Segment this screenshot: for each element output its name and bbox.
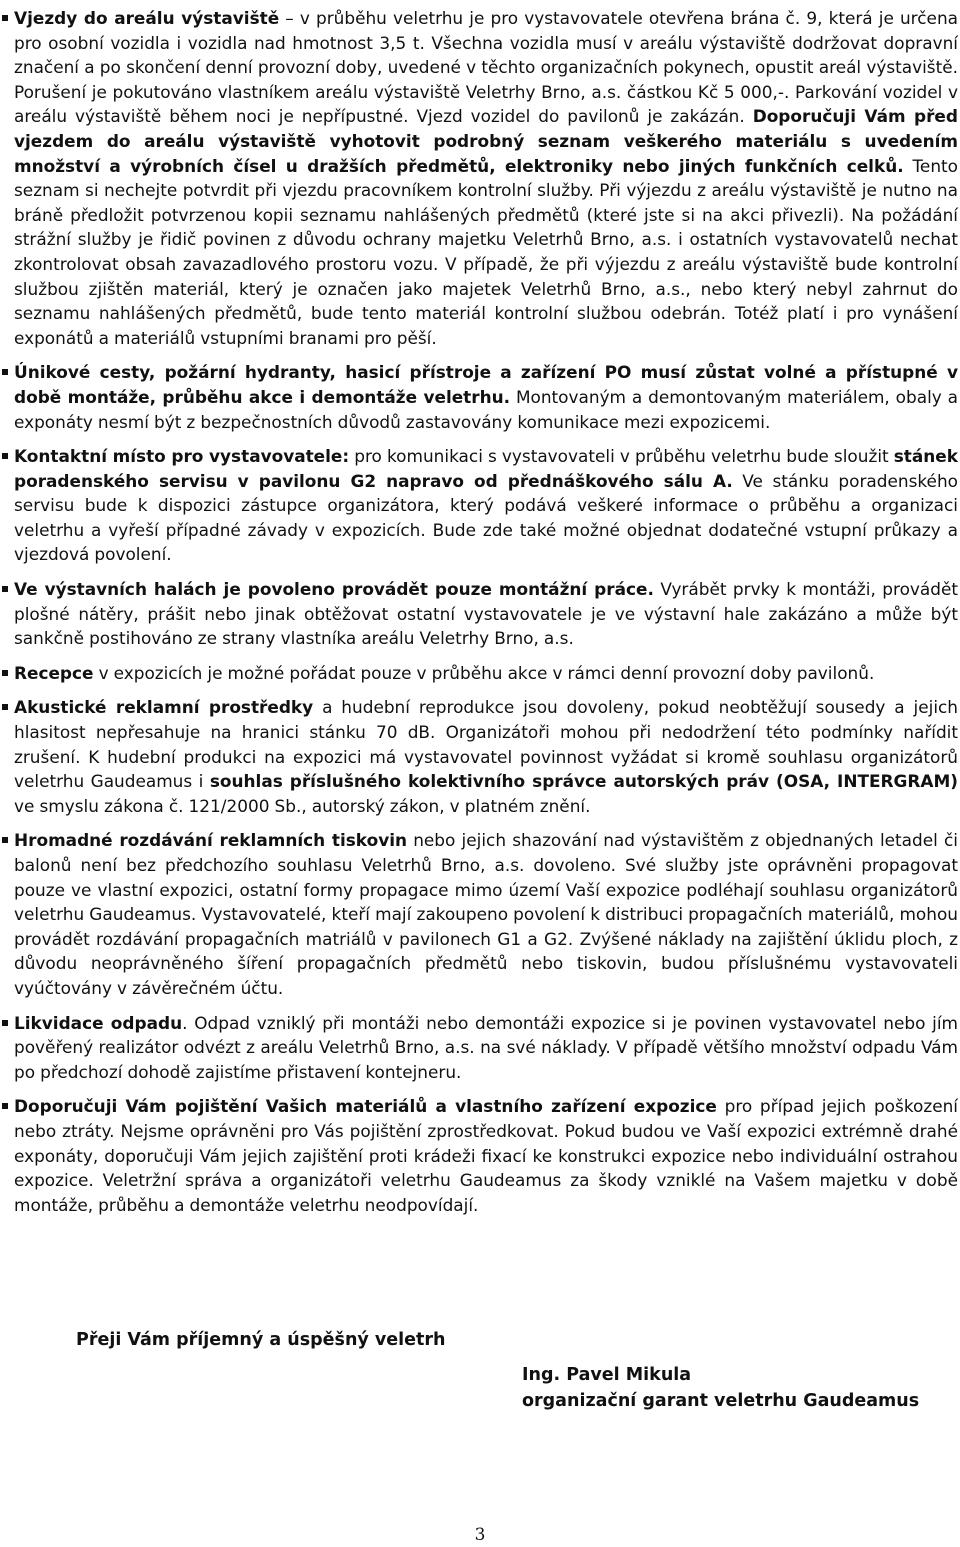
bold-text-run: Doporučuji Vám před vjezdem do areálu výstaviště vyhotovit podrobný seznam veškerého materiálu s uvedením množství a výrobních čísel u dražších předmětů, elektroniky nebo jiných funkčních celků. <box>14 106 958 176</box>
instruction-list <box>0 6 958 1217</box>
section-montazni-prace <box>0 577 958 651</box>
bold-text-run: Hromadné rozdávání reklamních tiskovin <box>14 830 408 851</box>
text-run: Montovaným a demontovaným materiálem, obaly a exponáty nesmí být z bezpečnostních důvodů zastavovány komunikace mezi expozicemi. <box>14 386 959 432</box>
section-akusticke <box>0 695 958 818</box>
section-unikove-cesty <box>0 360 958 434</box>
section-vjezdy <box>0 6 958 350</box>
section-hromadne <box>0 828 958 1000</box>
text-run: Ve stánku poradenského servisu bude k dispozici zástupce organizátora, který podává veškeré informace o průběhu a organizaci veletrhu a vyřeší případné závady v expozicích. Bude zde také možné objednat dodatečné vstupní průkazy a vjezdová povolení. <box>14 470 958 565</box>
bold-text-run: stánek poradenského servisu v pavilonu G2 napravo od přednáškového sálu A. <box>14 446 958 491</box>
bullet-icon <box>2 1103 8 1109</box>
signature-block <box>522 1362 919 1414</box>
bullet-icon <box>2 1020 8 1026</box>
signer-role: organizační garant veletrhu Gaudeamus <box>522 1391 920 1411</box>
text-run: ve smyslu zákona č. 121/2000 Sb., autorský zákon, v platném znění. <box>14 795 591 816</box>
text-run: v expozicích je možné pořádat pouze v průběhu akce v rámci denní provozní doby pavilonů. <box>93 662 875 683</box>
bullet-icon <box>2 670 8 676</box>
bold-text-run: Únikové cesty, požární hydranty, hasicí přístroje a zařízení PO musí zůstat volné a přístupné v době montáže, průběhu akce i demontáže veletrhu. <box>14 362 958 407</box>
bold-text-run: Kontaktní místo pro vystavovatele: <box>14 446 350 467</box>
bullet-icon <box>2 15 8 21</box>
bold-text-run: souhlas příslušného kolektivního správce autorských práv (OSA, INTERGRAM) <box>209 771 959 792</box>
bold-text-run: Akustické reklamní prostředky <box>14 697 314 718</box>
bold-text-run: Doporučuji Vám pojištění Vašich materiálů a vlastního zařízení expozice <box>14 1096 717 1117</box>
bullet-icon <box>2 837 8 843</box>
bold-text-run: Recepce <box>14 662 94 683</box>
bullet-icon <box>2 586 8 592</box>
bold-text-run: Vjezdy do areálu výstaviště <box>14 8 280 28</box>
text-run: pro případ jejich poškození nebo ztráty. Nejsme oprávněni pro Vás pojištění zprostředkovat. Pokud budou ve Vaší expozici extrémně drahé exponáty, doporučuji Vám jejich zajištění proti krádeži fixací ke konstrukci expozice nebo individuální ostrahou expozice. Veletržní správa a organizátoři veletrhu Gaudeamus za škody vzniklé na Vašem majetku v době montáže, průběhu a demontáže veletrhu neodpovídají. <box>14 1096 958 1215</box>
bullet-icon <box>2 369 8 375</box>
text-run: nebo jejich shazování nad výstavištěm z objednaných letadel či balonů není bez předchozího souhlasu Veletrhů Brno, a.s. dovoleno. Své služby jste oprávněni propagovat pouze ve vlastní expozici, ostatní formy propagace mimo území Vaší expozice podléhají souhlasu organizátorů veletrhu Gaudeamus. Vystavovatelé, kteří mají zakoupeno povolení k distribuci propagačních materiálů, mohou provádět rozdávání propagačních matriálů v pavilonech G1 a G2. Zvýšené náklady na zajištění úklidu ploch, z důvodu neoprávněného šíření propagačních předmětů nebo tiskovin, budou příslušnému vystavovateli vyúčtovány v závěrečném účtu. <box>14 830 958 998</box>
text-run: a hudební reprodukce jsou dovoleny, pokud neobtěžují sousedy a jejich hlasitost nepřesahuje na hranici stánku 70 dB. Organizátoři mohou při nedodržení této podmínky nařídit zrušení. K hudební produkci na expozici má vystavovatel povinnost vyžádat si kromě souhlasu organizátorů veletrhu Gaudeamus i <box>14 697 959 792</box>
text-run: Tento seznam si nechejte potvrdit při vjezdu pracovníkem kontrolní služby. Při výjezdu z areálu výstaviště je nutno na bráně předložit potvrzenou kopii seznamu nahlášených předmětů (které jste si na akci přivezli). Na požádání strážní služby je řidič povinen z důvodu ochrany majetku Veletrhů Brno, a.s. i ostatních vystavovatelů nechat zkontrolovat obsah zavazadlového prostoru vozu. V případě, že při výjezdu z areálu výstaviště bude kontrolní službou zjištěn materiál, který je označen jako majetek Veletrhů Brno, a.s., nebo který nebyl zahrnut do seznamu nahlášených předmětů, bude tento materiál kontrolní službou odebrán. Totéž platí i pro vynášení exponátů a materiálů vstupními branami pro pěší. <box>14 155 958 348</box>
bullet-icon <box>2 453 8 459</box>
section-recepce <box>0 661 958 686</box>
text-run: Vyrábět prvky k montáži, provádět plošné nátěry, prášit nebo jinak obtěžovat ostatní vystavovatele je ve výstavní hale zakázáno a může být sankčně postihováno ze strany vlastníka areálu Veletrhy Brno, a.s. <box>14 579 958 649</box>
bold-text-run: Ve výstavních halách je povoleno provádět pouze montážní práce. <box>14 579 654 600</box>
closing-greeting: Přeji Vám příjemný a úspěšný veletrh <box>76 1330 446 1350</box>
section-kontaktni-misto <box>0 444 958 567</box>
section-likvidace <box>0 1011 958 1085</box>
bold-text-run: Likvidace odpadu <box>14 1012 183 1033</box>
text-run: – v průběhu veletrhu je pro vystavovatele otevřena brána č. 9, která je určena pro osobní vozidla i vozidla nad hmotnost 3,5 t. Všechna vozidla musí v areálu výstaviště dodržovat dopravní značení a po skončení denní provozní doby, uvedené v těchto organizačních pokynech, opustit areál výstaviště. Porušení je pokutováno vlastníkem areálu výstaviště Veletrhy Brno, a.s. částkou Kč 5 000,-. Parkování vozidel v areálu výstaviště během noci je nepřípustné. Vjezd vozidel do pavilonů je zakázán. <box>14 8 958 127</box>
text-run: . Odpad vzniklý při montáži nebo demontáži expozice si je povinen vystavovatel nebo jím pověřený realizátor odvézt z areálu Veletrhů Brno, a.s. na své náklady. V případě většího množství odpadu Vám po předchozí dohodě zajistíme přistavení kontejneru. <box>14 1012 959 1082</box>
bullet-icon <box>2 704 8 710</box>
page-number: 3 <box>474 1525 486 1545</box>
section-pojisteni <box>0 1094 958 1217</box>
signer-name: Ing. Pavel Mikula <box>522 1365 692 1385</box>
text-run: pro komunikaci s vystavovateli v průběhu veletrhu bude sloužit <box>349 446 894 467</box>
